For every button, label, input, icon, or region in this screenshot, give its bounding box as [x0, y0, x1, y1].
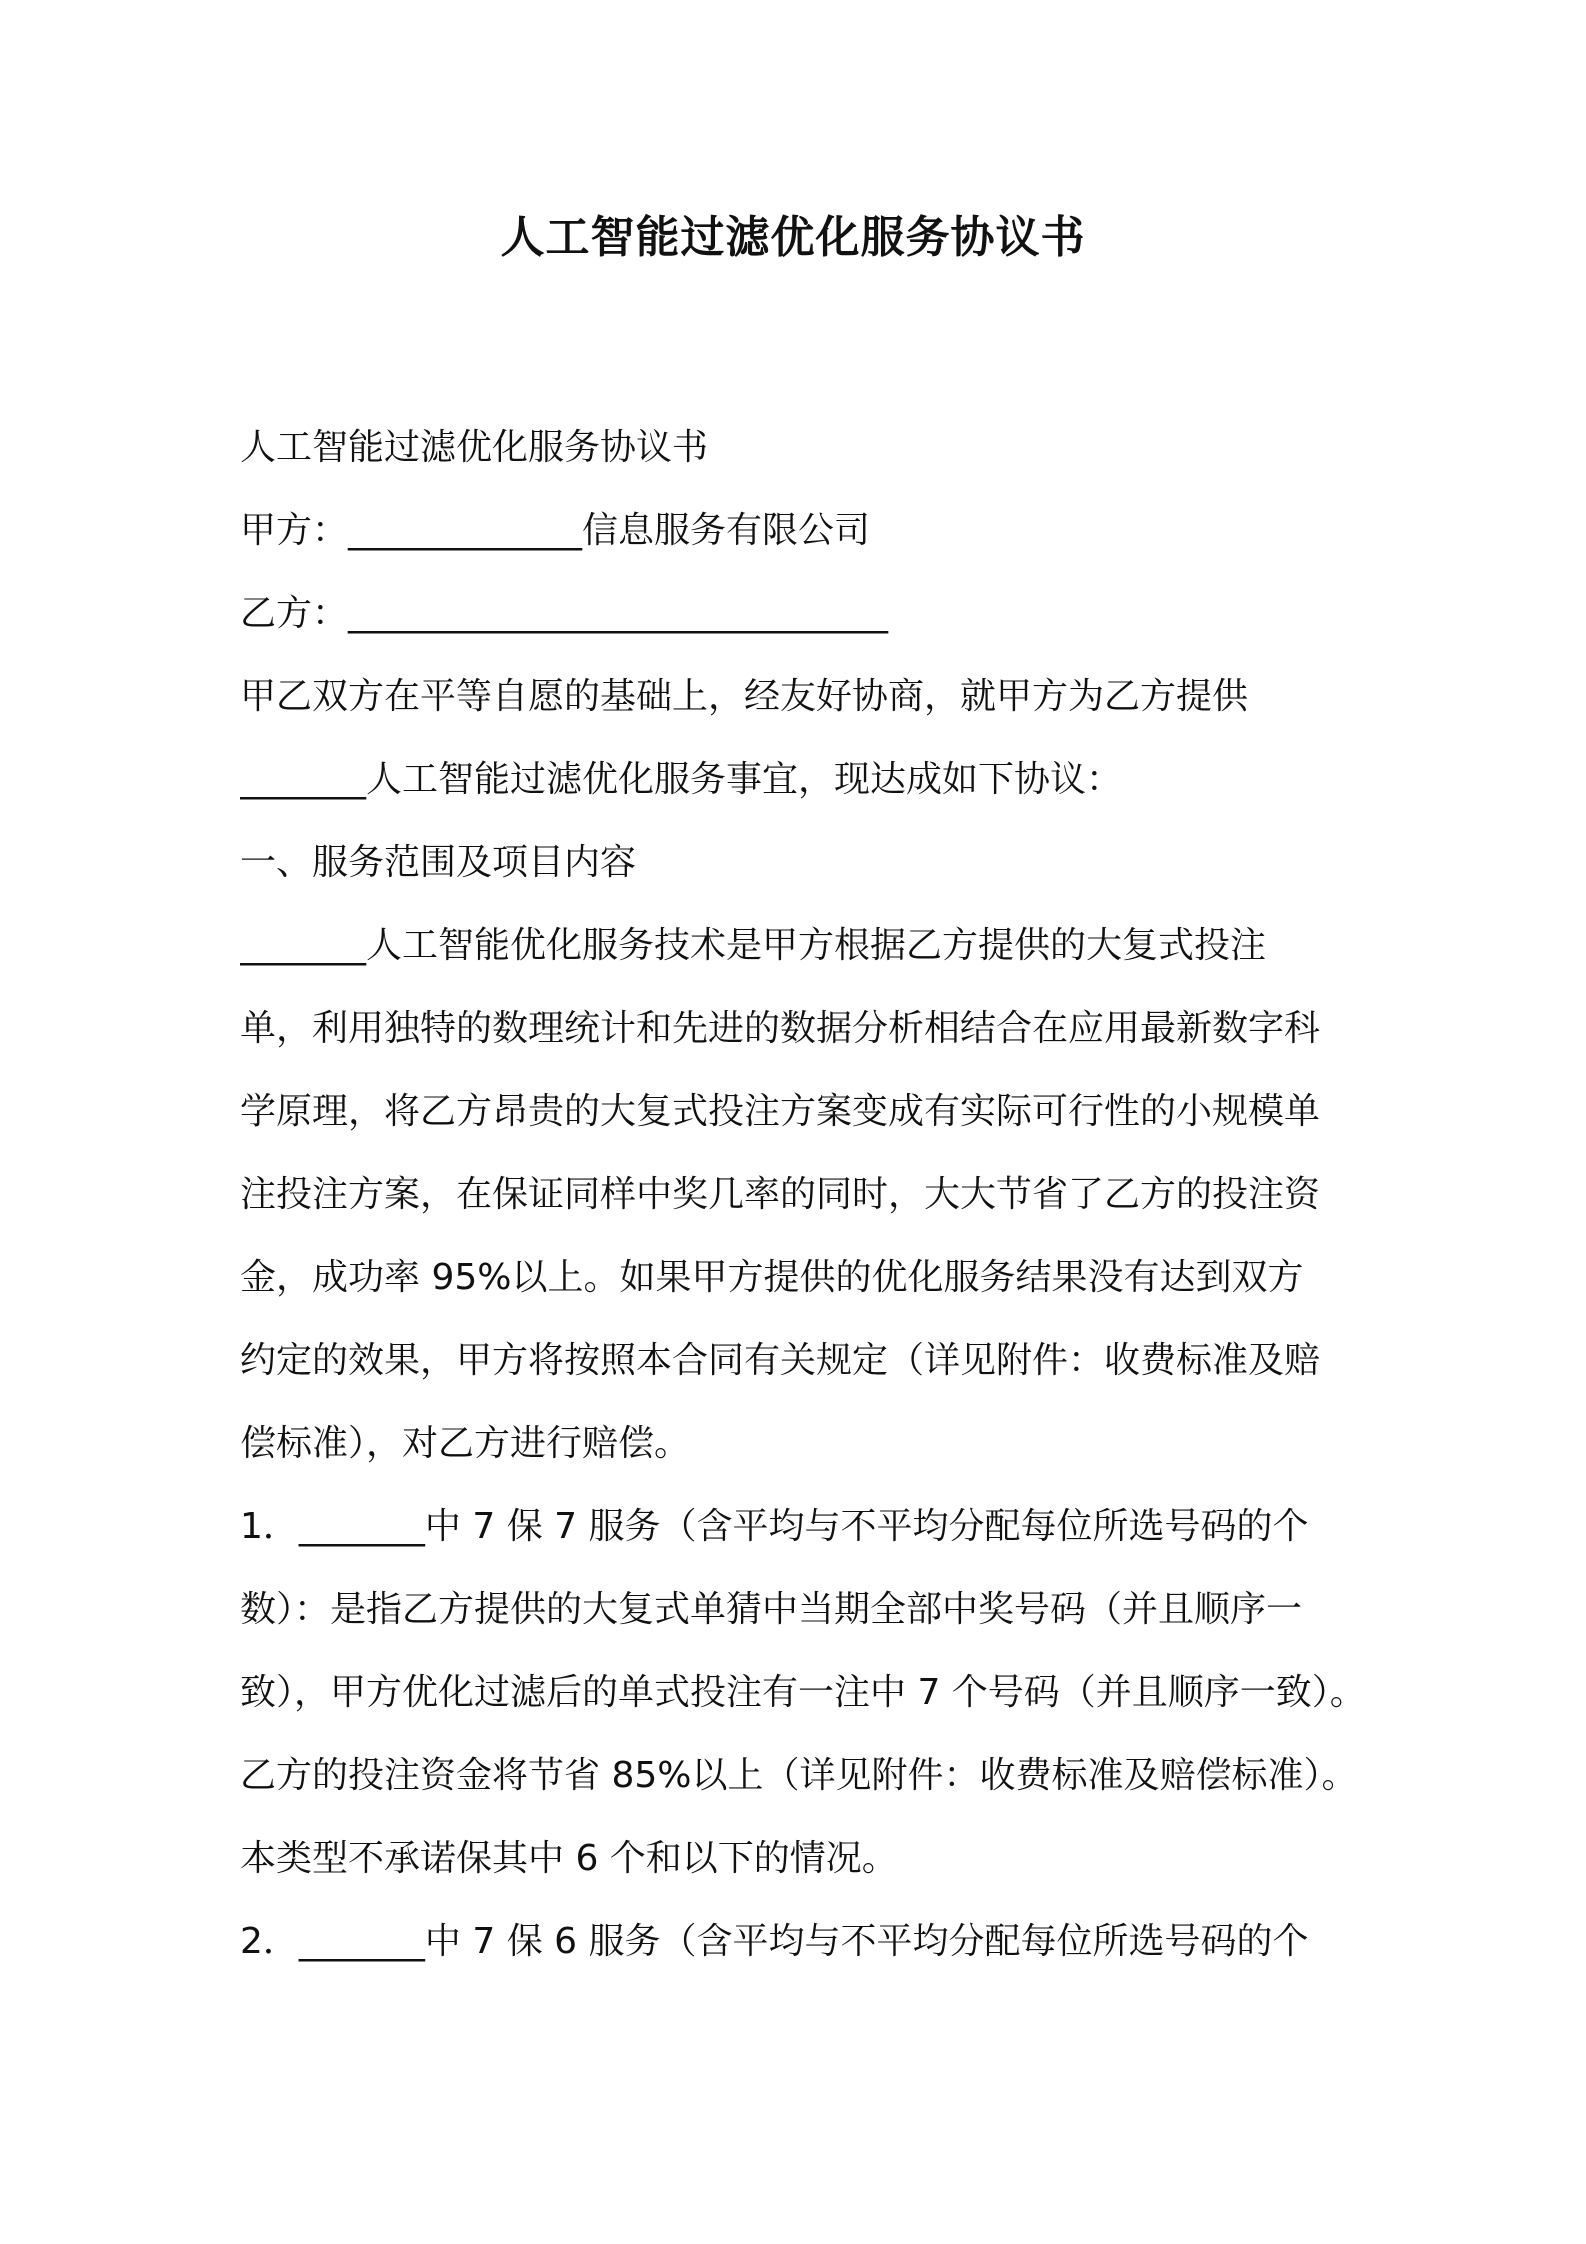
body-line: 金，成功率 95%以上。如果甲方提供的优化服务结果没有达到双方: [240, 1257, 1304, 1298]
body-line: _______人工智能优化服务技术是甲方根据乙方提供的大复式投注: [240, 925, 1267, 966]
body-line: 学原理，将乙方昂贵的大复式投注方案变成有实际可行性的小规模单: [240, 1091, 1321, 1132]
body-line: 本类型不承诺保其中 6 个和以下的情况。: [240, 1838, 898, 1879]
body-line: 单，利用独特的数理统计和先进的数据分析相结合在应用最新数字科: [240, 1008, 1321, 1049]
body-line: 注投注方案，在保证同样中奖几率的同时，大大节省了乙方的投注资: [240, 1174, 1321, 1215]
body-line: 数）：是指乙方提供的大复式单猜中当期全部中奖号码（并且顺序一: [240, 1589, 1303, 1630]
document-body: [240, 406, 1370, 1983]
body-line: 乙方的投注资金将节省 85%以上（详见附件：收费标准及赔偿标准）。: [240, 1755, 1358, 1796]
subtitle-line: 人工智能过滤优化服务协议书: [240, 427, 709, 468]
body-line: _______人工智能过滤优化服务事宜，现达成如下协议：: [240, 759, 1123, 800]
clause-1-line: 1．_______中 7 保 7 服务（含平均与不平均分配每位所选号码的个: [240, 1506, 1309, 1547]
body-line: 甲乙双方在平等自愿的基础上，经友好协商，就甲方为乙方提供: [240, 676, 1249, 717]
section-heading: 一、服务范围及项目内容: [240, 842, 637, 883]
party-b-line: 乙方：______________________________: [240, 593, 889, 634]
body-line: 约定的效果，甲方将按照本合同有关规定（详见附件：收费标准及赔: [240, 1340, 1321, 1381]
body-line: 致），甲方优化过滤后的单式投注有一注中 7 个号码（并且顺序一致）。: [240, 1672, 1366, 1713]
clause-2-line: 2．_______中 7 保 6 服务（含平均与不平均分配每位所选号码的个: [240, 1921, 1309, 1962]
body-line: 偿标准），对乙方进行赔偿。: [240, 1423, 691, 1464]
document-title: 人工智能过滤优化服务协议书: [500, 212, 1086, 263]
party-a-line: 甲方：_____________信息服务有限公司: [240, 510, 871, 551]
